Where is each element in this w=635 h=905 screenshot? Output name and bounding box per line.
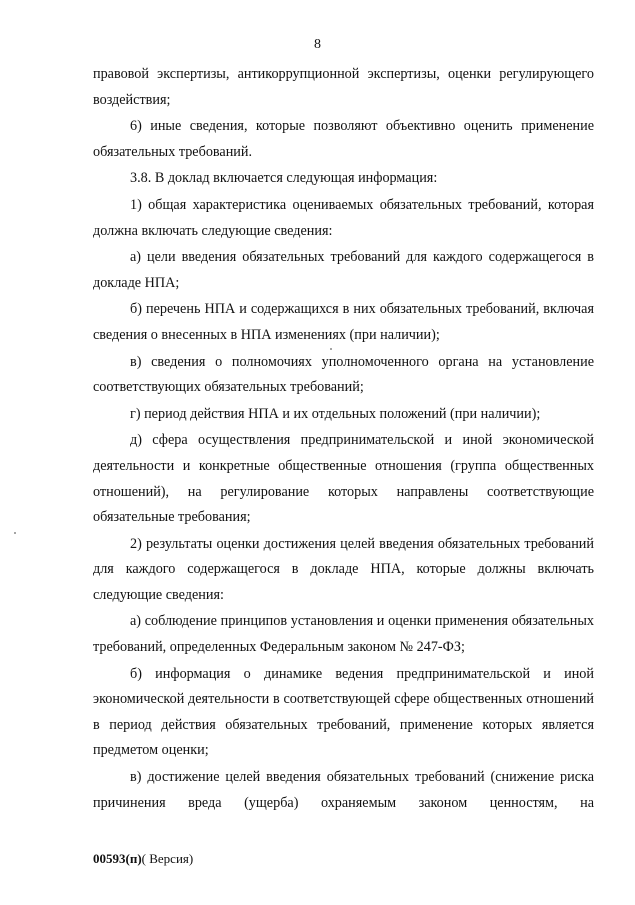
paragraph-continuation: правовой экспертизы, антикоррупционной экспертизы, оценки регулирующего воздействия;	[93, 66, 594, 108]
paragraph-item-1d: д) сфера осуществления предпринимательской и иной экономической деятельности и конкретные общественные отношения (группа общественных отношений), на регулирование которых направлены соответствующие обязательные требования;	[93, 432, 594, 526]
paragraph-item-1v: в) сведения о полномочиях уполномоченного органа на установление соответствующих обязательных требований;	[93, 353, 594, 396]
paragraph-item-2b: б) информация о динамике ведения предпринимательской и иной экономической деятельности в соответствующей сфере общественных отношений в период действия обязательных требований, применение которых является предметом оценки;	[93, 665, 594, 759]
document-version: ( Версия)	[141, 851, 194, 866]
scan-speck	[14, 532, 16, 534]
paragraph-item-2a: а) соблюдение принципов установления и оценки применения обязательных требований, определенных Федеральным законом № 247-ФЗ;	[93, 613, 594, 656]
paragraph-item-1g: г) период действия НПА и их отдельных положений (при наличии);	[130, 405, 541, 422]
paragraph-item-2v: в) достижение целей введения обязательных требований (снижение риска причинения вреда (ущерба) охраняемым законом ценностям, на	[93, 769, 594, 811]
paragraph-item-1: 1) общая характеристика оцениваемых обязательных требований, которая должна включать следующие сведения:	[93, 196, 594, 239]
paragraph-item-1a: а) цели введения обязательных требований для каждого содержащегося в докладе НПА;	[93, 249, 594, 291]
paragraph-item-2: 2) результаты оценки достижения целей введения обязательных требований для каждого содержащегося в докладе НПА, которые должны включать следующие сведения:	[93, 535, 594, 603]
document-body	[93, 62, 594, 816]
paragraph-3-8: 3.8. В доклад включается следующая информация:	[130, 170, 438, 187]
paragraph-item-1b: б) перечень НПА и содержащихся в них обязательных требований, включая сведения о внесенных в НПА изменениях (при наличии);	[93, 301, 594, 343]
document-code: 00593(п)	[93, 851, 142, 866]
paragraph-item-6: 6) иные сведения, которые позволяют объективно оценить применение обязательных требований.	[93, 118, 594, 160]
document-footer	[93, 851, 193, 867]
scan-speck	[330, 348, 332, 350]
page-number: 8	[314, 37, 321, 52]
